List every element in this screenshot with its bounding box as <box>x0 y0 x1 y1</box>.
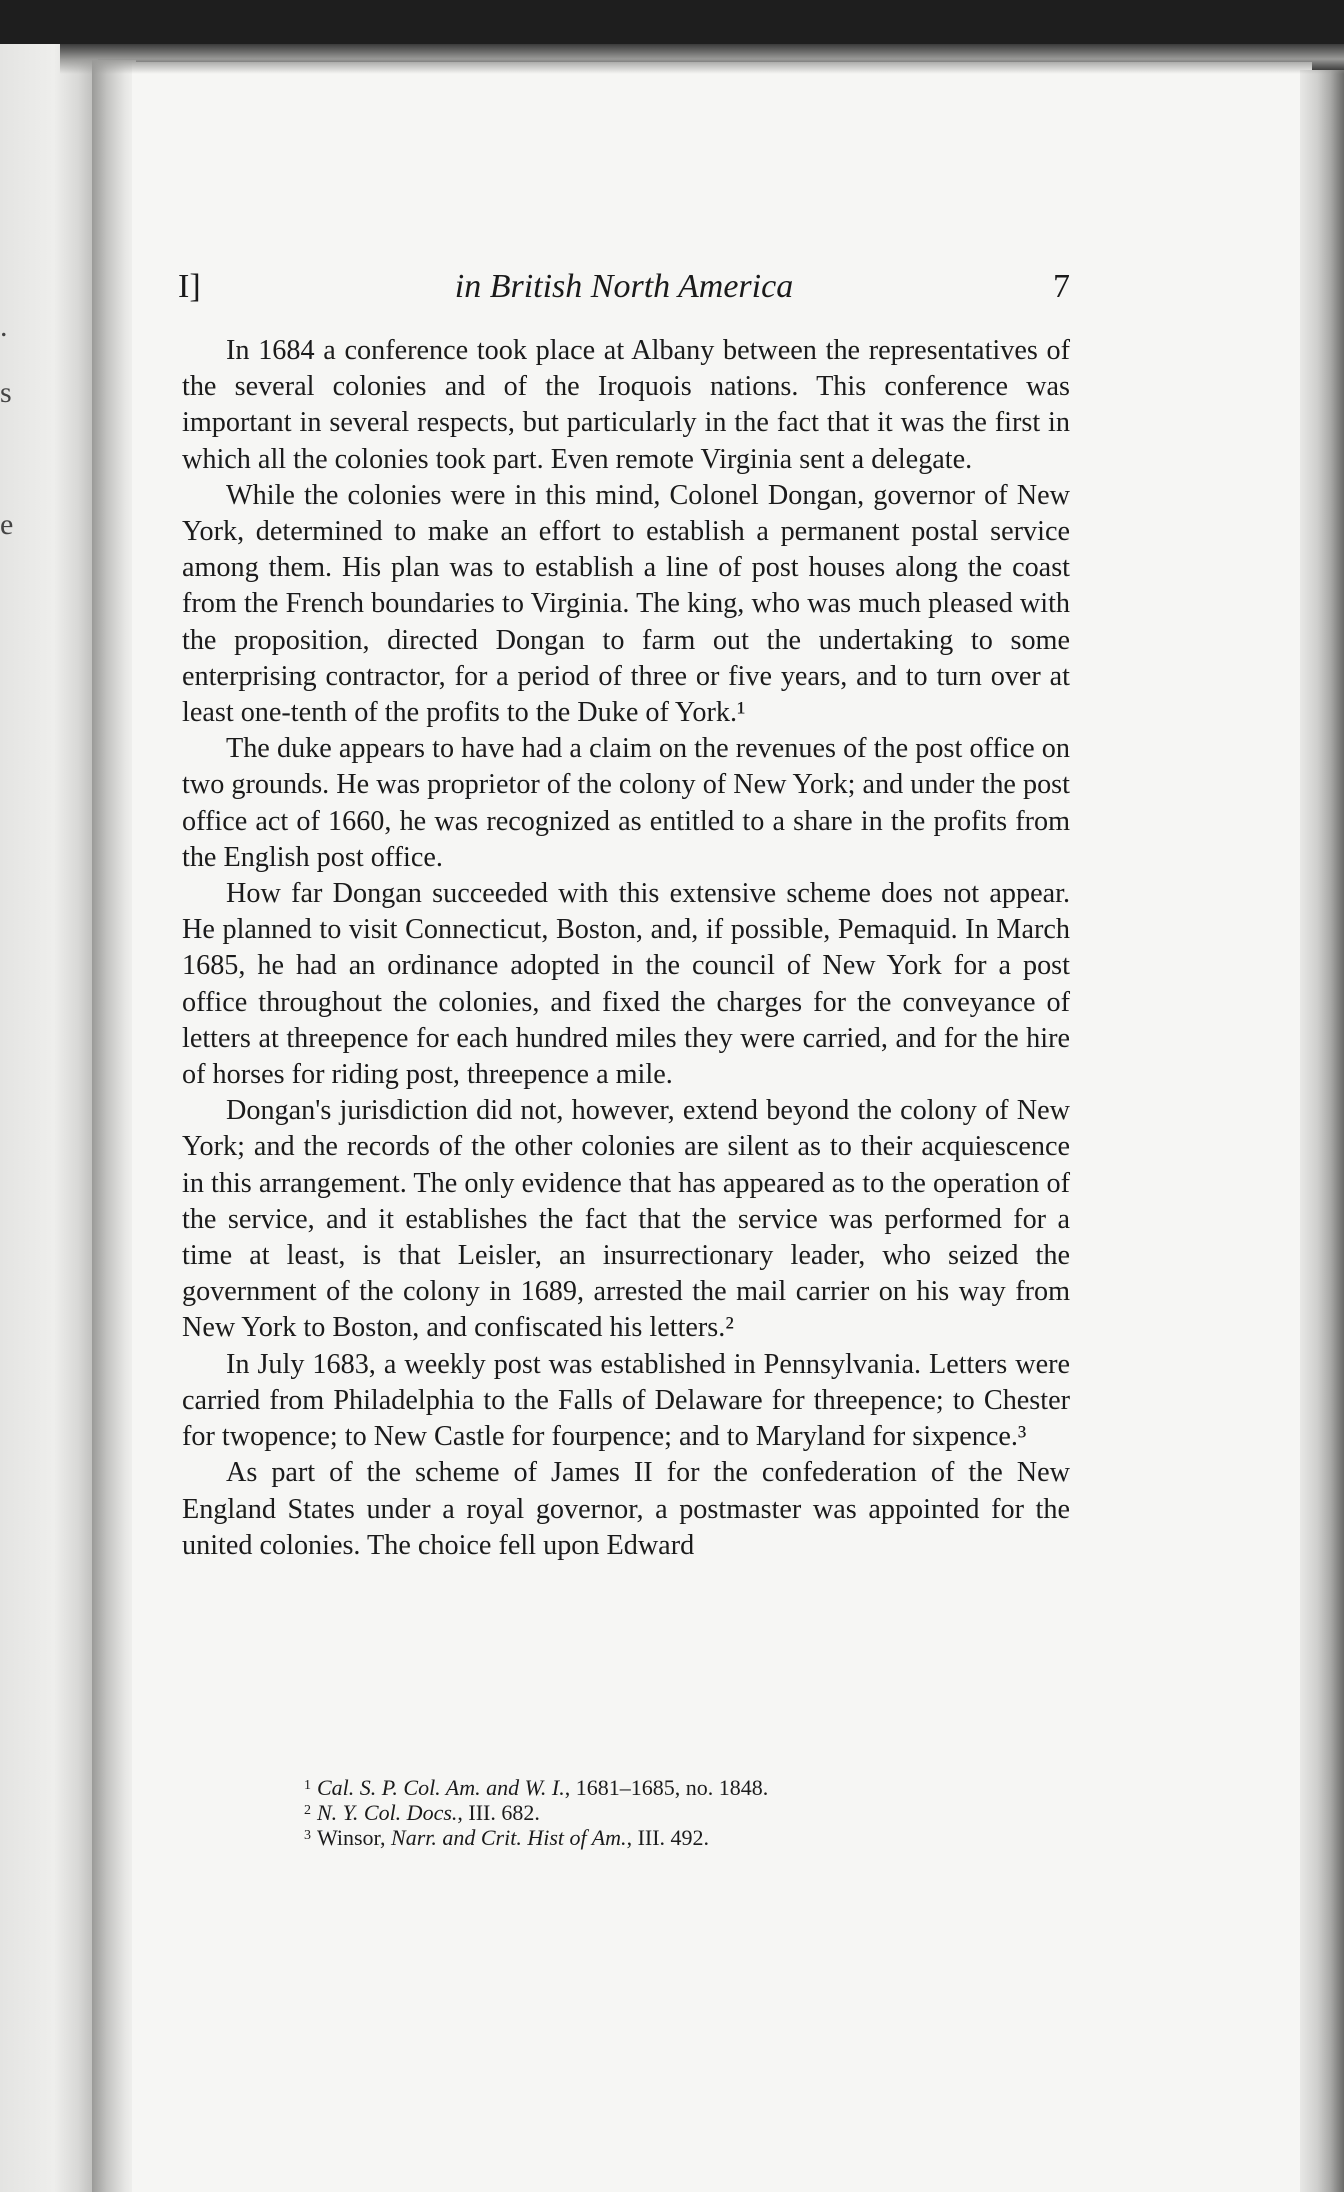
paragraph: The duke appears to have had a claim on the revenues of the post office on two grounds. He was proprietor of the colony of New York; and under the post office act of 1660, he was recognized as entitled to a share in the profits from the English post office. <box>182 733 1070 873</box>
footnote-detail: , III. 492. <box>626 1825 710 1850</box>
book-gutter <box>92 60 136 2192</box>
paragraph: In 1684 a conference took place at Albany between the representatives of the several colonies and of the Iroquois nations. This conference was important in several respects, but particularly in the fact that it was the first in which all the colonies took part. Even remote Virginia sent a delegate. <box>182 335 1070 475</box>
footnote-author: Winsor, <box>317 1825 392 1850</box>
footnote-source: Narr. and Crit. Hist of Am. <box>391 1825 627 1850</box>
footnote <box>304 1800 1004 1825</box>
body-text <box>182 333 1070 1564</box>
footnotes <box>304 1775 1004 1850</box>
paragraph: How far Dongan succeeded with this extensive scheme does not appear. He planned to visit Connecticut, Boston, and, if possible, Pemaquid. In March 1685, he had an ordinance adopted in the council of New York for a post office throughout the colonies, and fixed the charges for the conveyance of letters at threepence for each hundred miles they were carried, and for the hire of horses for riding post, threepence a mile. <box>182 878 1070 1091</box>
top-edge-shadow <box>60 44 1344 74</box>
chapter-folio: I] <box>178 268 201 305</box>
page-number: 7 <box>1053 268 1070 305</box>
page-edge-shadow <box>1300 70 1344 2192</box>
paragraph: While the colonies were in this mind, Colonel Dongan, governor of New York, determined to make an effort to establish a permanent postal service among them. His plan was to establish a line of post houses along the coast from the French boundaries to Virginia. The king, who was much pleased with the proposition, directed Dongan to farm out the undertaking to some enterprising contractor, for a period of three or five years, and to turn over at least one-tenth of the profits to the Duke of York.¹ <box>182 479 1070 729</box>
footnote <box>304 1825 1004 1850</box>
footnote-detail: , III. 682. <box>457 1800 540 1825</box>
footnote-mark: 2 <box>304 1803 311 1818</box>
paragraph: Dongan's jurisdiction did not, however, extend beyond the colony of New York; and the records of the other colonies are silent as to their acquiescence in this arrangement. The only evidence that has appeared as to the operation of the service, and it establishes the fact that the service was performed for a time at least, is that Leisler, an insurrectionary leader, who seized the government of the colony in 1689, arrested the mail carrier on his way from New York to Boston, and confiscated his letters.² <box>182 1095 1070 1344</box>
facing-page-edge <box>0 44 98 2192</box>
footnote <box>304 1775 1004 1800</box>
footnote-mark: 3 <box>304 1828 311 1843</box>
paragraph: As part of the scheme of James II for the confederation of the New England States under a royal governor, a postmaster was appointed for the united colonies. The choice fell upon Edward <box>182 1457 1070 1561</box>
footnote-detail: , 1681–1685, no. 1848. <box>564 1775 769 1800</box>
footnote-mark: 1 <box>304 1778 311 1793</box>
facing-page-marks: . s e <box>0 310 14 541</box>
paragraph: In July 1683, a weekly post was established in Pennsylvania. Letters were carried from Philadelphia to the Falls of Delaware for threepence; to Chester for twopence; to New Castle for fourpence; and to Maryland for sixpence.³ <box>182 1348 1070 1453</box>
footnote-source: N. Y. Col. Docs. <box>317 1800 458 1825</box>
footnote-source: Cal. S. P. Col. Am. and W. I. <box>317 1775 565 1800</box>
running-title: in British North America <box>454 268 794 305</box>
running-header <box>178 268 1070 318</box>
